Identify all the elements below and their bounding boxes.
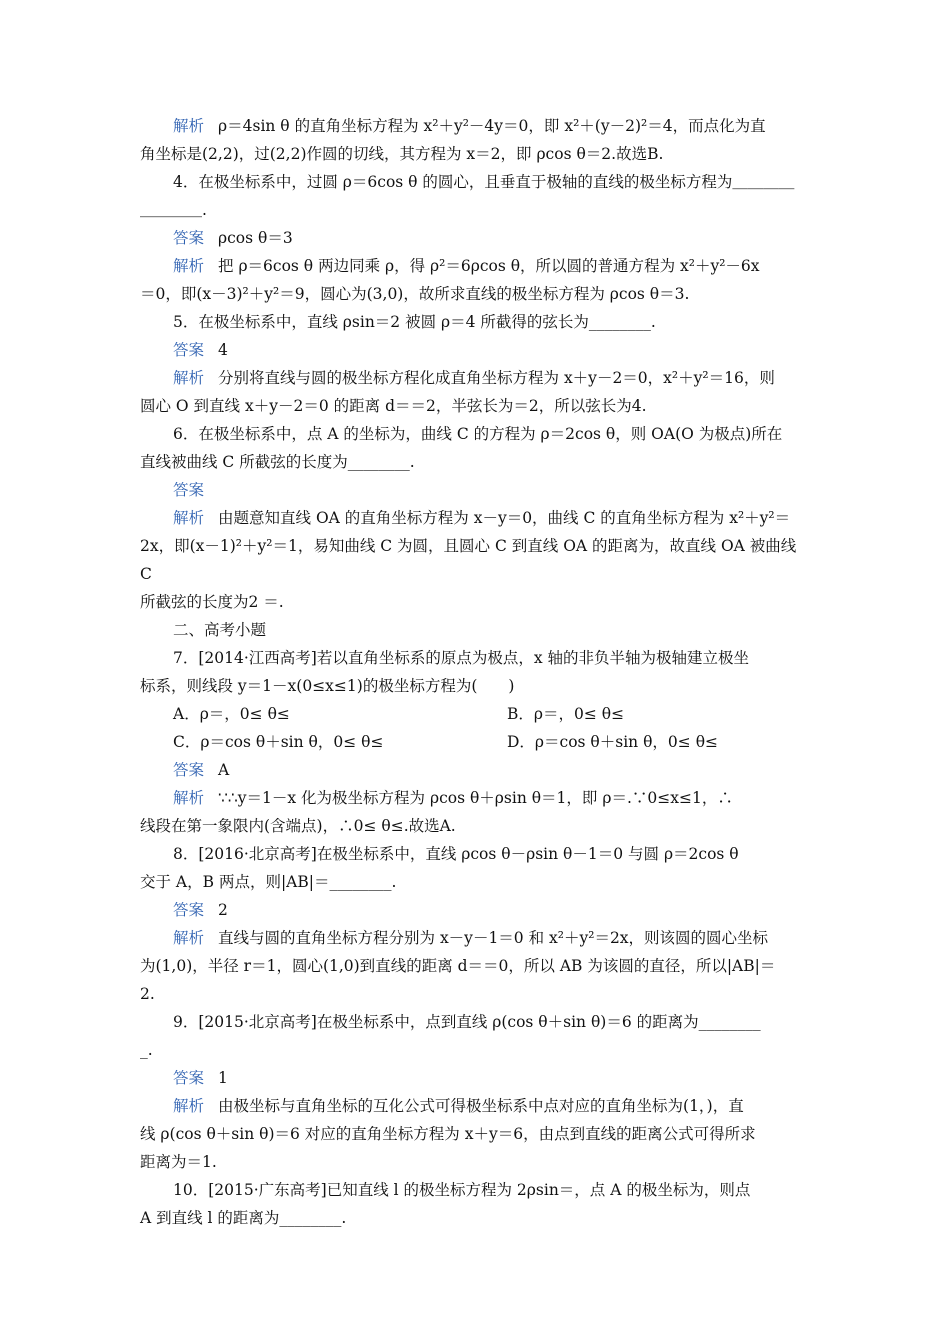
text-line: 由极坐标与直角坐标的互化公式可得极坐标系中点对应的直角坐标为(1，)，直: [218, 1097, 744, 1115]
analysis-line: [140, 112, 812, 140]
option-d: D．ρ＝cos θ＋sin θ，0≤ θ≤: [507, 733, 719, 751]
text-line: ∵∴y＝1－x 化为极坐标方程为 ρcos θ＋ρsin θ＝1，即 ρ＝.∵0≤x≤1，∴: [218, 789, 733, 807]
text-line: ＿＿＿＿.: [140, 201, 207, 219]
text-line: 2.: [140, 985, 155, 1003]
options-row: [140, 700, 812, 728]
text-line: 为(1,0)，半径 r＝1，圆心(1,0)到直线的距离 d＝＝0，所以 AB 为该圆的直径，所以|AB|＝: [140, 957, 776, 975]
analysis-label: 解析: [173, 117, 205, 135]
analysis-line: [140, 252, 812, 280]
text-line: ＝0，即(x－3)²＋y²＝9，圆心为(3,0)，故所求直线的极坐标方程为 ρcos θ＝3.: [140, 285, 690, 303]
text-line: 所截弦的长度为2 ＝.: [140, 593, 284, 611]
question-10: 10．[2015·广东高考]已知直线 l 的极坐标方程为 2ρsin＝，点 A 的极坐标为，则点: [173, 1181, 751, 1199]
answer-label: 答案: [173, 761, 205, 779]
option-a: A．ρ＝，0≤ θ≤: [173, 705, 290, 723]
answer-value: 4: [218, 341, 228, 359]
answer-value: 2: [218, 901, 228, 919]
analysis-label: 解析: [173, 369, 205, 387]
text-line: 把 ρ＝6cos θ 两边同乘 ρ，得 ρ²＝6ρcos θ，所以圆的普通方程为 x²＋y²－6x: [218, 257, 760, 275]
answer-label: 答案: [173, 481, 205, 499]
question-8: 8．[2016·北京高考]在极坐标系中，直线 ρcos θ－ρsin θ－1＝0 与圆 ρ＝2cos θ: [173, 845, 739, 863]
options-row: [140, 728, 812, 756]
text-line: 交于 A，B 两点，则|AB|＝________.: [140, 873, 397, 891]
text-line: 线 ρ(cos θ＋sin θ)＝6 对应的直角坐标方程为 x＋y＝6，由点到直线的距离公式可得所求: [140, 1125, 756, 1143]
answer-line: [140, 756, 812, 784]
text-line: 线段在第一象限内(含端点)，∴0≤ θ≤.故选A.: [140, 817, 456, 835]
answer-line: [140, 1064, 812, 1092]
analysis-line: [140, 504, 812, 532]
question-4: 4．在极坐标系中，过圆 ρ＝6cos θ 的圆心，且垂直于极轴的直线的极坐标方程为＿＿＿＿: [173, 173, 795, 191]
answer-value: ρcos θ＝3: [218, 229, 293, 247]
text-line: 分别将直线与圆的极坐标方程化成直角坐标方程为 x＋y－2＝0，x²＋y²＝16，则: [218, 369, 775, 387]
text-line: 直线与圆的直角坐标方程分别为 x－y－1＝0 和 x²＋y²＝2x，则该圆的圆心坐标: [218, 929, 769, 947]
analysis-label: 解析: [173, 257, 205, 275]
option-b: B．ρ＝，0≤ θ≤: [507, 705, 625, 723]
question-6: 6．在极坐标系中，点 A 的坐标为，曲线 C 的方程为 ρ＝2cos θ，则 OA(O 为极点)所在: [173, 425, 783, 443]
answer-value: 1: [218, 1069, 228, 1087]
answer-line: [140, 896, 812, 924]
answer-label: 答案: [173, 229, 205, 247]
text-line: 由题意知直线 OA 的直角坐标方程为 x－y＝0，曲线 C 的直角坐标方程为 x²＋y²＝: [218, 509, 791, 527]
answer-line: [140, 336, 812, 364]
analysis-line: [140, 1092, 812, 1120]
analysis-line: [140, 924, 812, 952]
text-line: ρ＝4sin θ 的直角坐标方程为 x²＋y²－4y＝0，即 x²＋(y－2)²＝4，而点化为直: [218, 117, 766, 135]
answer-label: 答案: [173, 1069, 205, 1087]
answer-value: A: [218, 761, 230, 779]
analysis-label: 解析: [173, 509, 205, 527]
text-line: 标系，则线段 y＝1－x(0≤x≤1)的极坐标方程为( ): [140, 677, 515, 695]
text-line: _.: [140, 1041, 153, 1059]
question-9: 9．[2015·北京高考]在极坐标系中，点到直线 ρ(cos θ＋sin θ)＝6 的距离为________: [173, 1013, 761, 1031]
answer-line: [140, 224, 812, 252]
analysis-line: [140, 784, 812, 812]
question-5: 5．在极坐标系中，直线 ρsin＝2 被圆 ρ＝4 所截得的弦长为________.: [173, 313, 656, 331]
analysis-label: 解析: [173, 1097, 205, 1115]
question-7: 7．[2014·江西高考]若以直角坐标系的原点为极点，x 轴的非负半轴为极轴建立极坐: [173, 649, 749, 667]
text-line: 角坐标是(2,2)，过(2,2)作圆的切线，其方程为 x＝2，即 ρcos θ＝2.故选B.: [140, 145, 664, 163]
document-page: [140, 112, 812, 1232]
analysis-label: 解析: [173, 789, 205, 807]
answer-label: 答案: [173, 341, 205, 359]
answer-label: 答案: [173, 901, 205, 919]
analysis-line: [140, 364, 812, 392]
option-c: C．ρ＝cos θ＋sin θ，0≤ θ≤: [173, 733, 384, 751]
analysis-label: 解析: [173, 929, 205, 947]
text-line: 2x，即(x－1)²＋y²＝1，易知曲线 C 为圆，且圆心 C 到直线 OA 的距离为，故直线 OA 被曲线 C: [140, 537, 802, 583]
section-heading: 二、高考小题: [173, 621, 267, 639]
text-line: 距离为＝1.: [140, 1153, 217, 1171]
text-line: 圆心 O 到直线 x＋y－2＝0 的距离 d＝＝2，半弦长为＝2，所以弦长为4.: [140, 397, 647, 415]
answer-line: [140, 476, 812, 504]
text-line: 直线被曲线 C 所截弦的长度为________.: [140, 453, 415, 471]
text-line: A 到直线 l 的距离为________.: [140, 1209, 347, 1227]
